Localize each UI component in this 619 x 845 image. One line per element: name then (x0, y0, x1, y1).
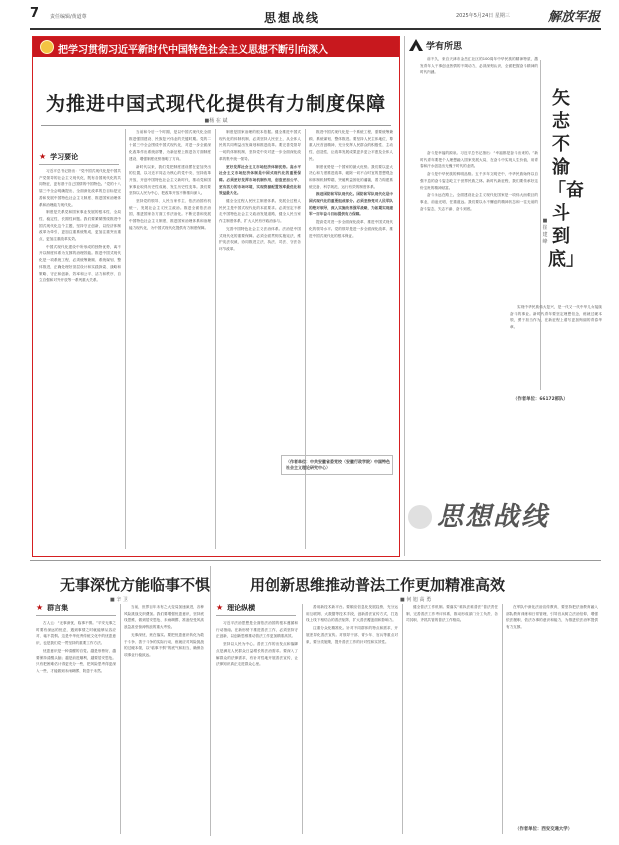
party-emblem-icon (40, 40, 54, 54)
bottom-right-headline: 用创新思维推动普法工作更加精准高效 (250, 576, 506, 594)
bottom-left-column-2 (124, 604, 204, 834)
column-divider (210, 566, 211, 836)
flag-icon (408, 38, 424, 52)
bottom-right-byline: ■ 何 旭 高 勇 (400, 597, 432, 603)
page-meta: 责任编辑/黄道尊 (50, 14, 87, 20)
subhead-divider (36, 615, 116, 616)
feature-byline: ■杨 在 斌 (204, 118, 228, 124)
column-divider (305, 129, 306, 549)
star-icon: ★ (39, 152, 47, 161)
paragraph: 古人云：“无事深忧，临事不惧。”平安无事之时要有深远的忧虑，遇到事情之时就能够从容应对、毫不畏惧。这是中华优秀传统文化中的忧患意识，也是我们党一贯坚持的重要工作方法。 (36, 621, 116, 646)
byline-divider (41, 125, 391, 126)
paragraph: 习近平法治思想是全面依法治国的根本遵循和行动指南。在新形势下推进普法工作，必须坚持守正创新，以创新思维推动普法工作更加精准高效。 (216, 621, 298, 639)
column-divider (502, 604, 503, 834)
paragraph: 制度是关系党和国家事业发展的根本性、全局性、稳定性、长期性问题。我们要紧紧围绕推进中国式现代化这个主题，坚持守正创新，以经济体制改革为牵引，更加注重系统集成，更加注重突出重点，更加注重改革实效。 (39, 210, 121, 242)
feature-banner (33, 37, 399, 57)
masthead (0, 0, 619, 30)
paragraph: 奋斗永远在路上。全面建设社会主义现代化国家是一项伟大而艰巨的事业，前途光明，任重道远。我们要以永不懈怠的精神状态和一往无前的奋斗姿态，矢志不渝、奋斗到底。 (420, 193, 538, 211)
subhead-text: 群言集 (47, 604, 69, 612)
paragraph: 实现中华民族伟大复兴，是一代又一代中华儿女接续奋斗的事业。新时代青年要坚定理想信念，练就过硬本领，勇于担当作为，在新征程上谱写更加绚丽的青春华章。 (510, 305, 602, 330)
feature-headline: 为推进中国式现代化提供有力制度保障 (45, 93, 386, 115)
paragraph: 当前，世界百年未有之大变局加速演进，各种风险挑战交织叠加。我们要增强忧患意识，坚持底线思维，做到居安思危、未雨绸缪，准备经受风高浪急甚至惊涛骇浪的重大考验。 (124, 605, 204, 630)
column-divider (120, 604, 121, 834)
section-divider (30, 560, 601, 561)
paragraph: 新时代以来，我们党把制度建设摆在更加突出的位置，以习近平同志为核心的党中央，坚持改革开放，开创中国特色社会主义新时代，推动党和国家事业取得历史性成就、发生历史性变革。我们要坚持以人民为中心，把改革开放不断推向深入。 (129, 164, 211, 196)
paragraph: 制度优势是一个国家的最大优势。我们要以更大决心和力度推进改革，破除一切不合时宜的思想观念和体制机制弊端，突破利益固化的藩篱，着力构建系统完备、科学规范、运行有效的制度体系。 (309, 164, 393, 189)
learning-section-label: 学有所思 (426, 42, 463, 52)
paragraph: 善用新技术新平台。要顺应信息化发展趋势，充分运用互联网、大数据等技术手段，创新普法宣传方式，打造线上线下相结合的普法矩阵，扩大普法覆盖面和影响力。 (306, 605, 398, 623)
subhead-divider (216, 615, 296, 616)
column-divider (402, 604, 403, 834)
star-icon: ★ (216, 603, 224, 612)
calligraphy-seal (408, 505, 432, 529)
paragraph: 坚持党的领导、人民当家作主、依法治国有机统一，发展社会主义民主政治。推进全面依法治国，推进国家各方面工作法治化。不断完善和发展中国特色社会主义制度，推进国家治理体系和治理能力现代化，为中国式现代化提供有力制度保障。 (129, 199, 211, 230)
paragraph: 前不久，来自天津市金岳汇社区的100周年中华民族的精神特质，激发青年人干事创业热情的不竭动力，必须深刻认识，全面把握奋斗精神的时代内涵。 (420, 57, 538, 75)
column-divider (302, 604, 303, 834)
paragraph: 制度是国家治理的根本依据。健全推进中国式现代化的体制机制，必须坚持人民至上，从全体人民的共同利益出发谋划和推进改革。要完善党领导一切的体制机制，坚持党中央对进一步全面深化改革的集中统一领导。 (219, 130, 301, 161)
column-divider (215, 129, 216, 549)
section-name: 思想战线 (264, 11, 321, 25)
bottom-right-column-3 (406, 604, 498, 834)
paragraph: 在军队中深化法治宣传教育，要坚持把法治教育融入部队教育训练和日常管理，引导官兵树立法治信仰，增强依法履职、依法办事的意识和能力，为推进依法治军提供有力支撑。 (506, 605, 598, 630)
bottom-right-column-2 (306, 604, 398, 834)
header-divider (30, 28, 601, 30)
paragraph: 提高党对进一步全面深化改革、推进中国式现代化的领导水平。党的领导是进一步全面深化改革、推进中国式现代化的根本保证。 (309, 220, 393, 238)
column-divider (404, 36, 405, 556)
paragraph: 习近平总书记指出：“党中国式现代化是中国共产党领导的社会主义现代化，既有各国现代化的共同特征，更有基于自己国情的中国特色。”党的十八届三中全会明确提出，全面深化改革的总目标是完善和发展中国特色社会主义制度、推进国家治理体系和治理能力现代化。 (39, 169, 121, 207)
learning-column-right (510, 304, 602, 394)
author-note: （作者单位：中共安徽省委党校（安徽行政学院）中国特色社会主义理论研究中心） (286, 459, 390, 470)
paragraph: 注重分众化精准化。针对不同群体的特点和需求，开展差异化普法宣传。对领导干部、青少年、官兵等重点对象，要分类施策，提升普法工作的针对性和实效性。 (306, 626, 398, 644)
learning-author: ■ 崔 建 峰 (542, 218, 548, 245)
paragraph: 坚持以人民为中心。普法工作的出发点和落脚点是满足人民群众日益增长的法治需求。要深入了解群众的法律需求，有针对性地开展普法宣传，让法律知识真正走进群众心里。 (216, 642, 298, 667)
author-note-box (281, 455, 393, 475)
bottom-right-author-note: （作者单位：西安交通大学） (515, 827, 573, 832)
paragraph: 健全普法工作机制。要落实“谁执法谁普法”普法责任制，完善普法工作考评体系，推动形成部门分工负责、各司其职、齐抓共管的普法工作格局。 (406, 605, 498, 623)
bottom-right-column-4 (506, 604, 598, 822)
paragraph: 奋斗是中华民族的鲜明品格。五千多年文明史中，中华民族始终以自强不息的奋斗姿态屹立于世界民族之林。新时代新征程，我们要传承好这份宝贵的精神财富。 (420, 172, 538, 190)
issue-date: 2025年5月24日 星期三 (456, 13, 510, 19)
paragraph: 奋斗是幸福的源泉。习近平总书记指出：“幸福都是奋斗出来的。”新时代青年要把个人理想融入国家发展大局，在奋斗中实现人生价值，用青春和汗水创造出无愧于时代的业绩。 (420, 151, 538, 169)
bottom-left-byline: ■ 辛 卫 (110, 597, 128, 603)
subhead-group-talk (36, 603, 68, 613)
paragraph: 忧患意识是一种清醒的自觉。越是形势好，越要保持清醒头脑；越是前进顺利，越要居安思危。只有把困难估计得更充分一些，把风险思考得更深入一些，才能做到未雨绸缪、防患于未然。 (36, 648, 116, 673)
newspaper-logo: 解放军报 (548, 10, 601, 25)
subhead-text: 学习要论 (50, 153, 79, 161)
feature-banner-text: 把学习贯彻习近平新时代中国特色社会主义思想不断引向深入 (58, 45, 328, 56)
subhead-text: 理论纵横 (227, 604, 256, 612)
paragraph: 完善中国特色社会主义法治体系。法治是中国式现代化的重要保障。必须全面贯彻实施宪法，维护宪法权威，协同推进立法、执法、司法、守法各环节改革。 (219, 226, 301, 251)
paragraph: 推进中国式现代化是一个系统工程，需要统筹兼顾、系统谋划、整体推进。要坚持人民主体地位，尊重人民首创精神，充分发挥人民群众的积极性、主动性、创造性，让改革发展成果更多更公平惠及全体人民。 (309, 130, 393, 161)
calligraphy-title: 思想战线 (437, 502, 550, 532)
bottom-left-headline: 无事深忧方能临事不惧 (60, 576, 211, 594)
paragraph: 健全全过程人民民主制度体系。发展全过程人民民主是中国式现代化的本质要求。必须坚定不移走中国特色社会主义政治发展道路，健全人民当家作主制度体系，扩大人民有序政治参与。 (219, 199, 301, 224)
bottom-right-column-1 (216, 620, 298, 835)
subhead-divider (39, 164, 119, 165)
learning-title: 矢志不渝「奋斗到底」 (548, 88, 584, 270)
feature-column-4 (309, 129, 393, 449)
star-icon: ★ (36, 603, 44, 612)
feature-column-3 (219, 129, 301, 549)
feature-column-2 (129, 129, 211, 549)
paragraph: 推进国防和军队现代化。国防和军队现代化是中国式现代化的重要组成部分。必须坚持党对人民军队的绝对领导，深入实施改革强军战略，为如期实现建军一百年奋斗目标提供有力保障。 (309, 192, 393, 217)
paragraph: 当前和今后一个时期，是以中国式现代化全面推进强国建设、民族复兴伟业的关键时期。党的二十届三中全会围绕中国式现代化，对进一步全面深化改革作出系统部署，为新征程上推进各方面制度建设、增强制度优势指明了方向。 (129, 130, 211, 161)
paragraph: 更好发挥社会主义市场经济体制优势。高水平社会主义市场经济体制是中国式现代化的重要保障。必须更好发挥市场机制作用，创造更加公平、更有活力的市场环境，实现资源配置效率最优化和效益最大化。 (219, 164, 301, 196)
page-number: 7 (30, 6, 40, 21)
paragraph: 中国式现代化建设中所形成的独特优势，离不开以制度体系为支撑的治理效能。推进中国式现代化是一项系统工程，必须统筹兼顾、系统谋划、整体推进，正确处理好顶层设计和实践探索、战略和策略、守正和创新、效率和公平、活力和秩序、自立自强和对外开放等一系列重大关系。 (39, 244, 121, 283)
learning-author-note: （作者单位：66172部队） (513, 397, 568, 402)
paragraph: 无事深忧，贵在落实。要把忧患意识转化为敢于斗争、善于斗争的实际行动，练就应对风险挑战的过硬本领，以“临事不惧”的底气和担当，确保各项事业行稳致远。 (124, 632, 204, 657)
subhead-learning (39, 152, 78, 162)
feature-column-1 (39, 168, 121, 548)
learning-column-top (420, 56, 538, 146)
column-divider (125, 129, 126, 549)
learning-section-header (408, 38, 490, 52)
subhead-theory (216, 603, 255, 613)
feature-article (32, 36, 400, 557)
bottom-left-column-1 (36, 620, 116, 835)
